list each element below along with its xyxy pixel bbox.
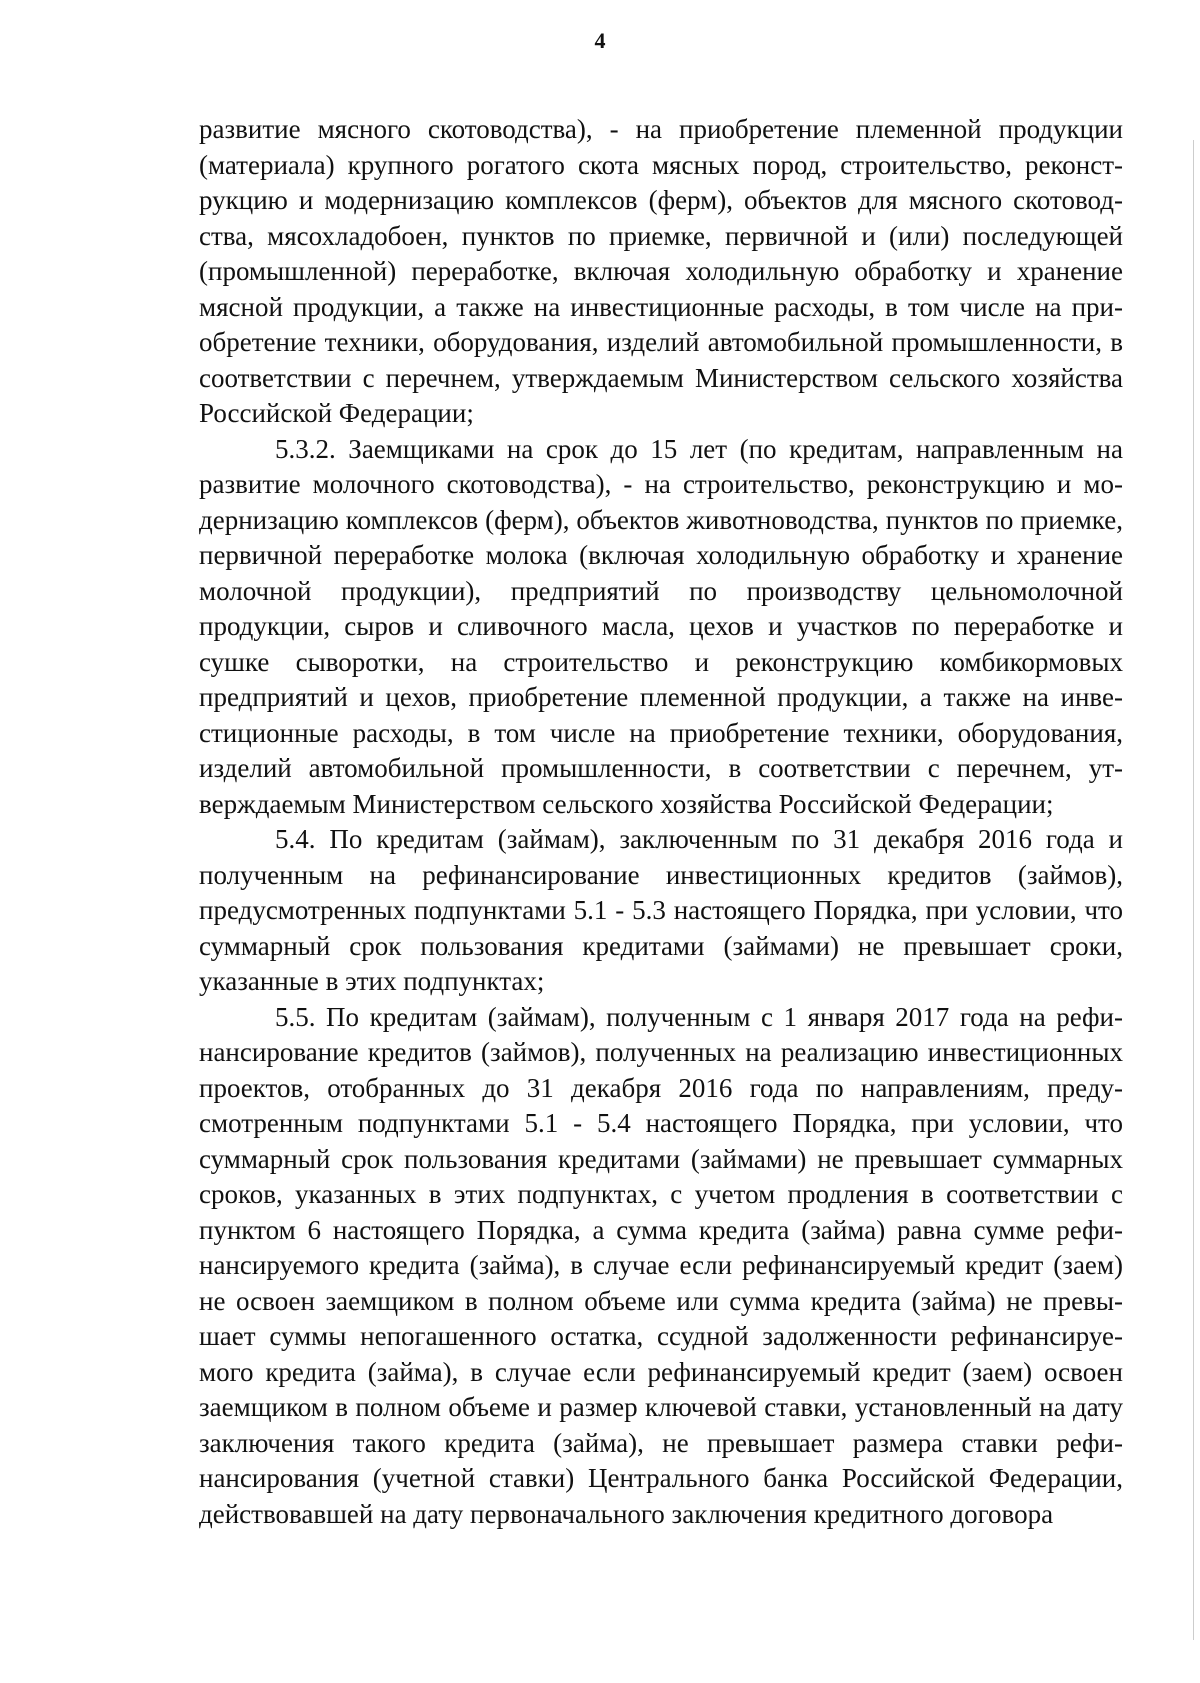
paragraph-continuation: развитие мясного скотоводства), - на приобретение племенной продукции (материала) крупного рогатого скота мясных пород, строительство, реконструкцию и модернизацию комплексов (ферм), объектов для мясного скотоводства, мясохладобоен, пунктов по приемке, первичной и (или) последующей (промышленной) переработке, включая холодильную обработку и хранение мясной продукции, а также на инвестиционные расходы, в том числе на приобретение техники, оборудования, изделий автомобильной промышленности, в соответствии с перечнем, утверждаемым Министерством сельского хозяйства Российской Федерации;	[199, 114, 1123, 428]
paragraph-5-3-2: 5.3.2. Заемщиками на срок до 15 лет (по кредитам, направленным на развитие молочного скотоводства), - на строительство, реконструкцию и модернизацию комплексов (ферм), объектов животноводства, пунктов по приемке, первичной переработке молока (включая холодильную обработку и хранение молочной продукции), предприятий по производству цельномолочной продукции, сыров и сливочного масла, цехов и участков по переработке и сушке сыворотки, на строительство и реконструкцию комбикормовых предприятий и цехов, приобретение племенной продукции, а также на инвестиционные расходы, в том числе на приобретение техники, оборудования, изделий автомобильной промышленности, в соответствии с перечнем, утверждаемым Министерством сельского хозяйства Российской Федерации;	[199, 433, 1123, 819]
paragraph-5-4: 5.4. По кредитам (займам), заключенным по 31 декабря 2016 года и полученным на рефинансирование инвестиционных кредитов (займов), предусмотренных подпунктами 5.1 - 5.3 настоящего Порядка, при условии, что суммарный срок пользования кредитами (займами) не превышает сроки, указанные в этих подпунктах;	[199, 824, 1123, 996]
paragraph-5-5: 5.5. По кредитам (займам), полученным с 1 января 2017 года на рефинансирование кредитов (займов), полученных на реализацию инвестиционных проектов, отобранных до 31 декабря 2016 года по направлениям, предусмотренным подпунктами 5.1 - 5.4 настоящего Порядка, при условии, что суммарный срок пользования кредитами (займами) не превышает суммарных сроков, указанных в этих подпунктах, с учетом продления в соответствии с пунктом 6 настоящего Порядка, а сумма кредита (займа) равна сумме рефинансируемого кредита (займа), в случае если рефинансируемый кредит (заем) не освоен заемщиком в полном объеме или сумма кредита (займа) не превышает суммы непогашенного остатка, ссудной задолженности рефинансируемого кредита (займа), в случае если рефинансируемый кредит (заем) освоен заемщиком в полном объеме и размер ключевой ставки, установленный на дату заключения такого кредита (займа), не превышает размера ставки рефинансирования (учетной ставки) Центрального банка Российской Федерации, действовавшей на дату первоначального заключения кредитного договора	[199, 1001, 1123, 1529]
page-number: 4	[594, 28, 606, 53]
scan-edge-line	[1193, 140, 1194, 1640]
body-text	[199, 112, 1123, 1532]
